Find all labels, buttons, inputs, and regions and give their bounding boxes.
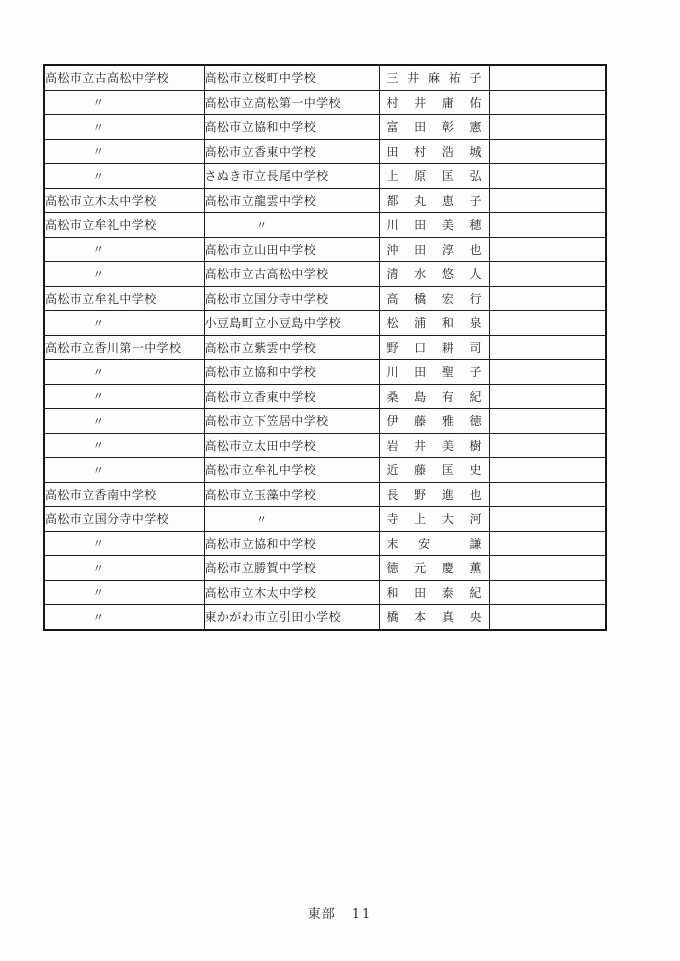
blank-cell xyxy=(489,139,606,164)
new-school-cell: 高松市立香東中学校 xyxy=(204,139,379,164)
name-cell xyxy=(379,286,489,311)
current-school-cell: 高松市立国分寺中学校 xyxy=(44,507,204,532)
person-name: 田 村 浩 城 xyxy=(386,144,482,159)
current-school-cell: 高松市立牟礼中学校 xyxy=(44,213,204,238)
name-cell xyxy=(379,90,489,115)
person-name: 和 田 泰 紀 xyxy=(386,585,482,600)
person-name: 松 浦 和 泉 xyxy=(386,316,482,331)
table-row xyxy=(44,433,606,458)
name-cell xyxy=(379,384,489,409)
new-school-cell: 高松市立玉藻中学校 xyxy=(204,482,379,507)
name-cell xyxy=(379,115,489,140)
current-school-cell: 〃 xyxy=(44,139,204,164)
current-school-cell: 〃 xyxy=(44,237,204,262)
name-cell xyxy=(379,605,489,630)
blank-cell xyxy=(489,164,606,189)
person-name: 近 藤 匡 史 xyxy=(386,463,482,478)
current-school-cell: 〃 xyxy=(44,360,204,385)
name-cell xyxy=(379,482,489,507)
name-cell xyxy=(379,531,489,556)
current-school-cell: 〃 xyxy=(44,580,204,605)
new-school-cell: さぬき市立長尾中学校 xyxy=(204,164,379,189)
current-school-cell: 〃 xyxy=(44,115,204,140)
new-school-cell: 高松市立太田中学校 xyxy=(204,433,379,458)
person-name: 末 安 謙 xyxy=(386,536,482,551)
new-school-cell: 高松市立国分寺中学校 xyxy=(204,286,379,311)
blank-cell xyxy=(489,507,606,532)
table-row xyxy=(44,115,606,140)
blank-cell xyxy=(489,286,606,311)
blank-cell xyxy=(489,433,606,458)
name-cell xyxy=(379,409,489,434)
table-row xyxy=(44,458,606,483)
table-row xyxy=(44,360,606,385)
name-cell xyxy=(379,139,489,164)
blank-cell xyxy=(489,556,606,581)
name-cell xyxy=(379,507,489,532)
new-school-cell: 高松市立協和中学校 xyxy=(204,360,379,385)
new-school-cell: 小豆島町立小豆島中学校 xyxy=(204,311,379,336)
name-cell xyxy=(379,164,489,189)
table-row xyxy=(44,531,606,556)
person-name: 川 田 聖 子 xyxy=(386,365,482,380)
blank-cell xyxy=(489,188,606,213)
blank-cell xyxy=(489,90,606,115)
name-cell xyxy=(379,65,489,90)
current-school-cell: 〃 xyxy=(44,605,204,630)
new-school-cell: 高松市立山田中学校 xyxy=(204,237,379,262)
new-school-cell: 東かがわ市立引田小学校 xyxy=(204,605,379,630)
current-school-cell: 高松市立香南中学校 xyxy=(44,482,204,507)
blank-cell xyxy=(489,482,606,507)
table-row xyxy=(44,262,606,287)
table-row xyxy=(44,286,606,311)
table-row xyxy=(44,605,606,630)
table-row xyxy=(44,335,606,360)
table-row xyxy=(44,580,606,605)
person-name: 岩 井 美 樹 xyxy=(386,438,482,453)
table-row xyxy=(44,384,606,409)
blank-cell xyxy=(489,409,606,434)
name-cell xyxy=(379,262,489,287)
new-school-cell: 高松市立香東中学校 xyxy=(204,384,379,409)
new-school-cell: 高松市立桜町中学校 xyxy=(204,65,379,90)
current-school-cell: 高松市立木太中学校 xyxy=(44,188,204,213)
person-name: 沖 田 淳 也 xyxy=(386,242,482,257)
blank-cell xyxy=(489,115,606,140)
person-name: 徳 元 慶 薫 xyxy=(386,561,482,576)
current-school-cell: 〃 xyxy=(44,556,204,581)
table-row xyxy=(44,507,606,532)
blank-cell xyxy=(489,213,606,238)
new-school-cell: 〃 xyxy=(204,213,379,238)
table-row xyxy=(44,409,606,434)
blank-cell xyxy=(489,360,606,385)
transfer-table-body xyxy=(44,65,606,630)
blank-cell xyxy=(489,458,606,483)
new-school-cell: 高松市立協和中学校 xyxy=(204,115,379,140)
new-school-cell: 高松市立古高松中学校 xyxy=(204,262,379,287)
person-name: 富 田 彰 憲 xyxy=(386,120,482,135)
blank-cell xyxy=(489,335,606,360)
staff-transfer-table xyxy=(43,64,607,631)
new-school-cell: 高松市立紫雲中学校 xyxy=(204,335,379,360)
table-row xyxy=(44,482,606,507)
new-school-cell: 高松市立龍雲中学校 xyxy=(204,188,379,213)
table-row xyxy=(44,311,606,336)
name-cell xyxy=(379,433,489,458)
footer-page-number: 11 xyxy=(351,907,373,922)
blank-cell xyxy=(489,580,606,605)
name-cell xyxy=(379,458,489,483)
person-name: 寺 上 大 河 xyxy=(386,512,482,527)
person-name: 上 原 匡 弘 xyxy=(386,169,482,184)
name-cell xyxy=(379,188,489,213)
table-row xyxy=(44,90,606,115)
person-name: 長 野 進 也 xyxy=(386,487,482,502)
blank-cell xyxy=(489,311,606,336)
new-school-cell: 高松市立高松第一中学校 xyxy=(204,90,379,115)
new-school-cell: 高松市立勝賀中学校 xyxy=(204,556,379,581)
person-name: 桑 島 有 紀 xyxy=(386,389,482,404)
current-school-cell: 〃 xyxy=(44,458,204,483)
new-school-cell: 高松市立牟礼中学校 xyxy=(204,458,379,483)
blank-cell xyxy=(489,262,606,287)
person-name: 伊 藤 雅 徳 xyxy=(386,414,482,429)
current-school-cell: 高松市立古高松中学校 xyxy=(44,65,204,90)
current-school-cell: 〃 xyxy=(44,311,204,336)
current-school-cell: 〃 xyxy=(44,531,204,556)
new-school-cell: 〃 xyxy=(204,507,379,532)
table-row xyxy=(44,139,606,164)
current-school-cell: 〃 xyxy=(44,164,204,189)
current-school-cell: 〃 xyxy=(44,409,204,434)
person-name: 高 橋 宏 行 xyxy=(386,291,482,306)
name-cell xyxy=(379,213,489,238)
table-row xyxy=(44,188,606,213)
name-cell xyxy=(379,360,489,385)
person-name: 川 田 美 穂 xyxy=(386,218,482,233)
footer-section-label: 東部 xyxy=(307,907,336,922)
name-cell xyxy=(379,556,489,581)
current-school-cell: 〃 xyxy=(44,90,204,115)
blank-cell xyxy=(489,65,606,90)
blank-cell xyxy=(489,237,606,262)
person-name: 橋 本 真 央 xyxy=(386,610,482,625)
current-school-cell: 高松市立香川第一中学校 xyxy=(44,335,204,360)
person-name: 都 丸 恵 子 xyxy=(386,193,482,208)
blank-cell xyxy=(489,384,606,409)
table-row xyxy=(44,213,606,238)
current-school-cell: 〃 xyxy=(44,384,204,409)
page-footer xyxy=(0,903,680,922)
name-cell xyxy=(379,311,489,336)
name-cell xyxy=(379,580,489,605)
table-row xyxy=(44,237,606,262)
person-name: 清 水 悠 人 xyxy=(386,267,482,282)
person-name: 野 口 耕 司 xyxy=(386,340,482,355)
name-cell xyxy=(379,237,489,262)
new-school-cell: 高松市立木太中学校 xyxy=(204,580,379,605)
current-school-cell: 〃 xyxy=(44,433,204,458)
person-name: 村 井 庸 佑 xyxy=(386,95,482,110)
blank-cell xyxy=(489,531,606,556)
name-cell xyxy=(379,335,489,360)
table-row xyxy=(44,556,606,581)
table-row xyxy=(44,65,606,90)
table-row xyxy=(44,164,606,189)
blank-cell xyxy=(489,605,606,630)
current-school-cell: 高松市立牟礼中学校 xyxy=(44,286,204,311)
person-name: 三 井 麻 祐 子 xyxy=(386,71,482,86)
new-school-cell: 高松市立下笠居中学校 xyxy=(204,409,379,434)
new-school-cell: 高松市立協和中学校 xyxy=(204,531,379,556)
current-school-cell: 〃 xyxy=(44,262,204,287)
